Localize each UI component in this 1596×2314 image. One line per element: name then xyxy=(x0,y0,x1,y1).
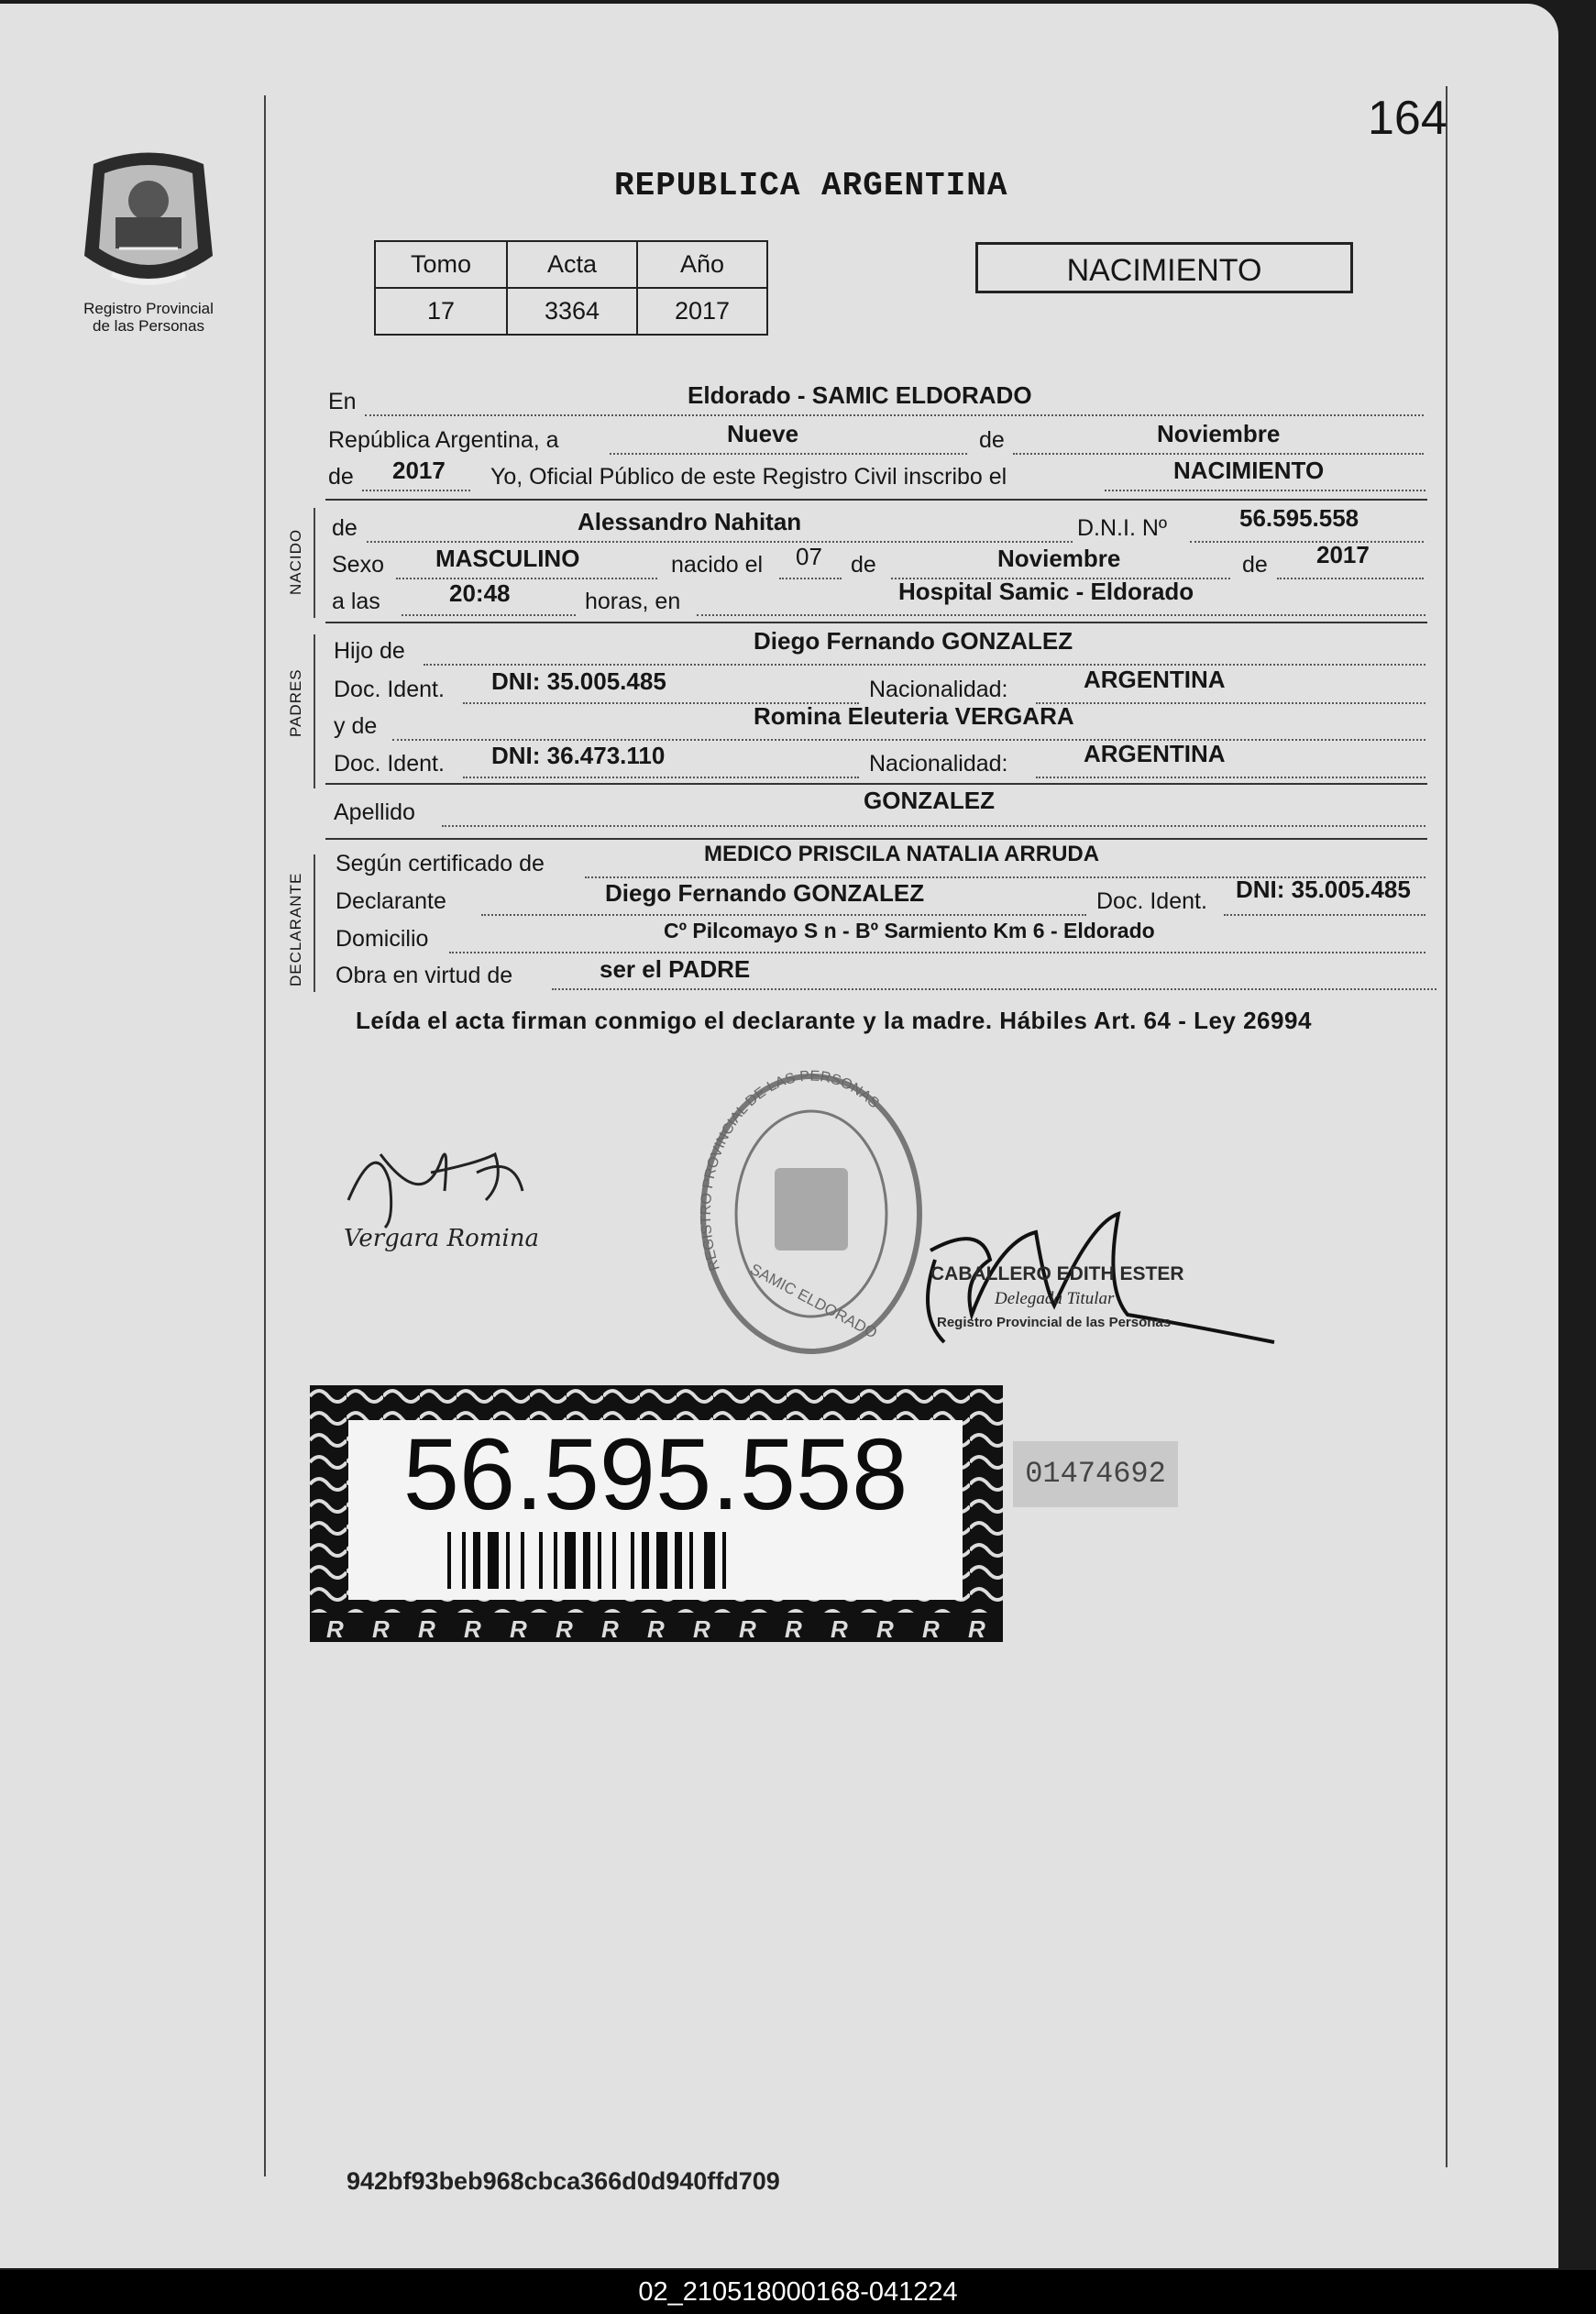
security-pattern-letter: R xyxy=(418,1615,435,1642)
dni-label-graphic xyxy=(310,1385,1003,1642)
security-pattern-letter: R xyxy=(464,1615,481,1642)
svg-text:Vergara Romina: Vergara Romina xyxy=(344,1225,539,1252)
right-margin-line xyxy=(1446,86,1447,2167)
birth-year-value: 2017 xyxy=(1316,541,1370,568)
father-nationality-value: ARGENTINA xyxy=(1084,666,1226,693)
rule-intro xyxy=(325,499,1427,501)
document-hash: 942bf93beb968cbca366d0d940ffd709 xyxy=(347,2167,780,2195)
barcode-bar xyxy=(521,1532,524,1589)
child-dni-value: 56.595.558 xyxy=(1239,504,1359,532)
registry-caption: Registro Provincial de las Personas xyxy=(83,300,214,335)
security-pattern-letter: R xyxy=(968,1615,985,1642)
official-title-stamp: Delegada Titular xyxy=(995,1289,1115,1308)
barcode-bar xyxy=(554,1532,557,1589)
barcode-bar xyxy=(722,1532,726,1589)
barcode-bar xyxy=(539,1532,543,1589)
official-registry-stamp: Registro Provincial de las Personas xyxy=(937,1315,1172,1330)
certificate-by-value: MEDICO PRISCILA NATALIA ARRUDA xyxy=(704,842,1100,866)
place-value: Eldorado - SAMIC ELDORADO xyxy=(688,381,1032,409)
surname-value: GONZALEZ xyxy=(864,787,995,814)
declarant-value: Diego Fernando GONZALEZ xyxy=(605,879,925,907)
mother-signature xyxy=(339,1099,605,1255)
security-pattern-letter: R xyxy=(647,1615,665,1642)
security-pattern-letter: R xyxy=(785,1615,802,1642)
barcode-bar xyxy=(675,1532,682,1589)
footer-filename: 02_210518000168-041224 xyxy=(0,2270,1596,2314)
security-pattern-letter: R xyxy=(601,1615,619,1642)
security-pattern-letter: R xyxy=(876,1615,894,1642)
left-margin-line xyxy=(264,95,266,2176)
barcode-bar xyxy=(488,1532,499,1589)
father-doc-value: DNI: 35.005.485 xyxy=(491,667,666,695)
birth-time-value: 20:48 xyxy=(449,579,511,607)
security-pattern-letter: R xyxy=(831,1615,848,1642)
security-pattern-letter: R xyxy=(739,1615,756,1642)
year-value: 2017 xyxy=(392,457,446,484)
closing-statement: Leída el acta firman conmigo el declarante y la madre. Hábiles Art. 64 - Ley 26994 xyxy=(356,1007,1312,1034)
barcode-bar xyxy=(447,1532,451,1589)
tomo-header: Tomo xyxy=(375,241,507,288)
birth-place-value: Hospital Samic - Eldorado xyxy=(898,578,1194,605)
security-pattern-letter: R xyxy=(510,1615,527,1642)
official-name-stamp: CABALLERO EDITH ESTER xyxy=(930,1263,1184,1284)
child-name-value: Alessandro Nahitan xyxy=(578,508,802,535)
province-coat-of-arms-logo xyxy=(75,146,222,297)
barcode-bar xyxy=(583,1532,590,1589)
mother-nationality-value: ARGENTINA xyxy=(1084,740,1226,767)
month-value: Noviembre xyxy=(1157,420,1281,447)
barcode-bar xyxy=(689,1532,693,1589)
mother-name-value: Romina Eleuteria VERGARA xyxy=(754,702,1074,730)
barcode-bar xyxy=(642,1532,649,1589)
anio-header: Año xyxy=(637,241,767,288)
section-label-padres: PADRES xyxy=(287,668,304,737)
dni-label-number: 56.595.558 xyxy=(402,1418,908,1531)
barcode-bar xyxy=(506,1532,510,1589)
act-type-value: NACIMIENTO xyxy=(1173,457,1325,484)
barcode-bar xyxy=(612,1532,616,1589)
registry-seal-stamp xyxy=(688,1058,935,1370)
tomo-value: 17 xyxy=(375,288,507,335)
acta-header: Acta xyxy=(507,241,637,288)
barcode-bar xyxy=(704,1532,715,1589)
anio-value: 2017 xyxy=(637,288,767,335)
registry-table xyxy=(374,240,768,336)
security-pattern-letter: R xyxy=(693,1615,710,1642)
capacity-value: ser el PADRE xyxy=(600,955,751,983)
section-label-nacido: NACIDO xyxy=(287,528,304,595)
birth-month-value: Noviembre xyxy=(997,545,1121,572)
security-pattern-letter: R xyxy=(372,1615,390,1642)
mother-doc-value: DNI: 36.473.110 xyxy=(491,742,666,769)
birth-day-value: 07 xyxy=(796,543,822,570)
section-label-declarante: DECLARANTE xyxy=(287,872,304,986)
day-words-value: Nueve xyxy=(727,420,799,447)
address-value: Cº Pilcomayo S n - Bº Sarmiento Km 6 - Eldorado xyxy=(664,919,1155,942)
barcode-bar xyxy=(473,1532,480,1589)
barcode-bar xyxy=(565,1532,576,1589)
svg-text:REGISTRO PROVINCIAL DE LAS PER: REGISTRO PROVINCIAL DE LAS PERSONAS xyxy=(698,1068,882,1273)
acta-value: 3364 xyxy=(507,288,637,335)
security-pattern-letter: R xyxy=(556,1615,573,1642)
barcode-bar xyxy=(462,1532,466,1589)
security-pattern-letter: R xyxy=(326,1615,344,1642)
document-type-box: NACIMIENTO xyxy=(975,242,1353,293)
barcode-bar xyxy=(631,1532,634,1589)
barcode-bar xyxy=(598,1532,601,1589)
sex-value: MASCULINO xyxy=(435,545,580,572)
document-sheet: 164 Registro Provincial de las Personas REPUBLICA ARGENTINA Tomo Acta Año 17 3364 2017 NACIMIENTO En Eldorado - SAMIC ELDORADO República Argentina, a Nueve de Noviembre de 2017 Yo, Oficial Público de este Registro Civil inscribo el NACIMIENTO NACIDO de Alessandro Nahitan D.N.I. Nº 56.595.558 Sexo MASCULINO nacido el 07 de Noviembre de 2017 a las 20:48 horas, en Hospital Samic - Eldorado PADRES Hijo de Diego Fernando GONZALEZ Doc. Ident. DNI: 35.005.485 Nacionalidad: ARGENTINA y de Romina Eleuteria VERGARA Doc. Ident. DNI: 36.473.110 Nacionalidad: ARGENTINA Apellido GONZALEZ DECLARANTE Según certificado de MEDICO PRISCILA NATALIA ARRUDA Declarante Diego Fernando GONZALEZ Doc. Ident. DNI: 35.005.485 Domicilio Cº Pilcomayo S n - Bº Sarmiento Km 6 - Eldorado Obra en virtud de ser el PADRE Leída el acta firman conmigo el declarante y la madre. Hábiles Art. 64 - Ley 26994 Vergara Romina REGISTRO PROVINCIAL DE LAS PERSONAS SAMIC ELDORADO CABALLERO EDITH ESTER Delegada Titular Registro Provincial de las Personas 56.595.558 R R R R R R R R R R R R R R R 01474692 942bf93beb968cbca366d0d940ffd709 xyxy=(0,4,1558,2268)
control-number: 01474692 xyxy=(1013,1441,1178,1507)
barcode-bar xyxy=(656,1532,667,1589)
father-name-value: Diego Fernando GONZALEZ xyxy=(754,627,1073,655)
svg-text:SAMIC ELDORADO: SAMIC ELDORADO xyxy=(747,1260,881,1342)
country-title: REPUBLICA ARGENTINA xyxy=(614,167,1008,204)
security-pattern-letter: R xyxy=(922,1615,940,1642)
declarant-doc-value: DNI: 35.005.485 xyxy=(1236,876,1411,903)
page-number: 164 xyxy=(1368,92,1447,145)
dni-barcode-label xyxy=(310,1385,1003,1642)
